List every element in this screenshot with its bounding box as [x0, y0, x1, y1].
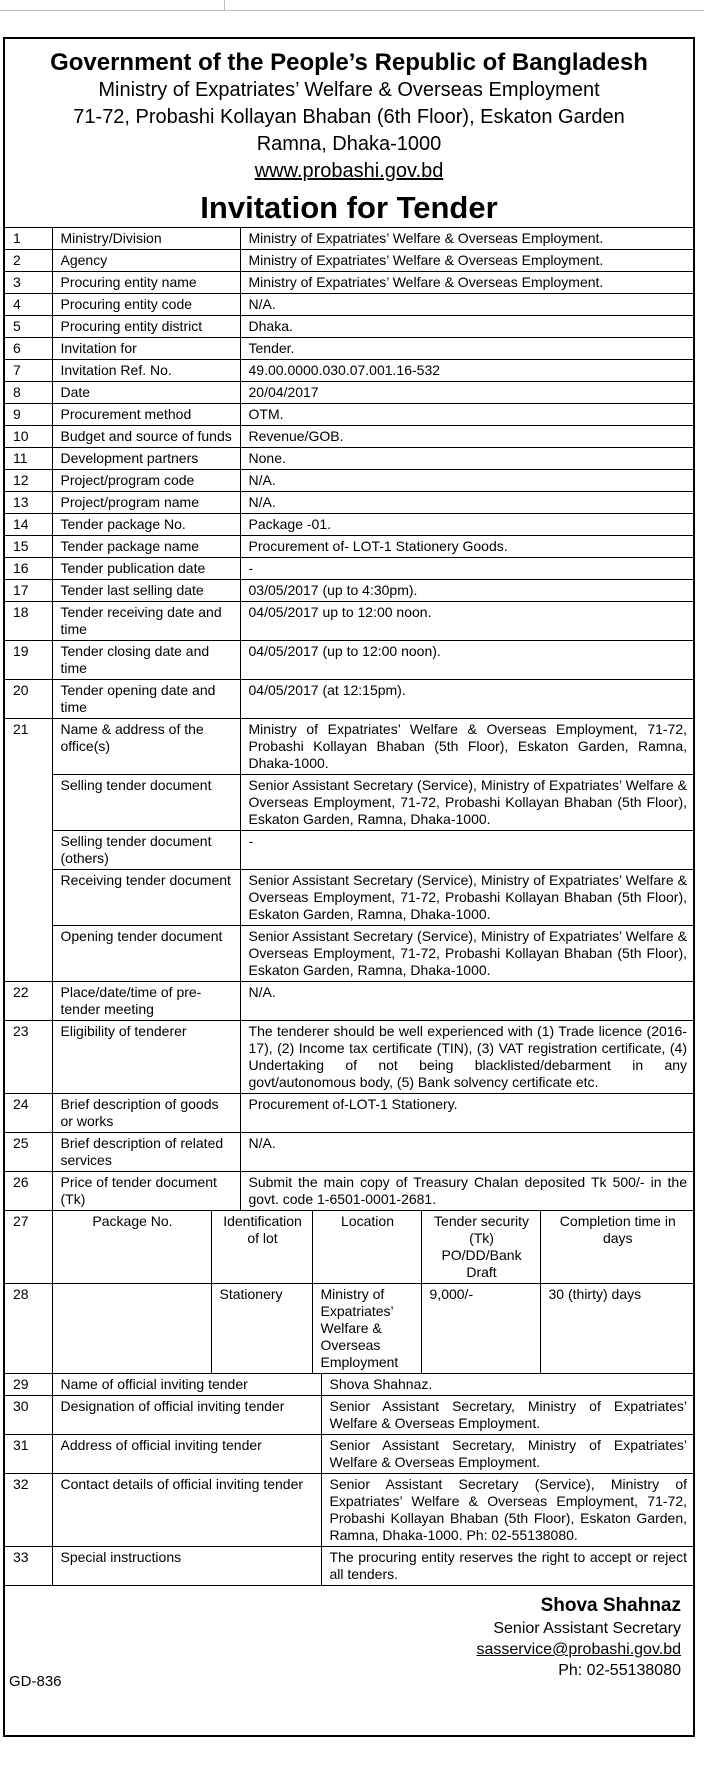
package-cell: 9,000/-	[421, 1284, 540, 1374]
row-label: Project/program code	[52, 470, 240, 492]
row-value: Dhaka.	[240, 316, 693, 338]
row-number: 5	[5, 316, 52, 338]
package-header: Completion time in days	[540, 1211, 693, 1284]
row-value: 03/05/2017 (up to 4:30pm).	[240, 580, 693, 602]
row-number: 26	[5, 1172, 52, 1211]
table-row	[5, 831, 693, 870]
row-label: Opening tender document	[52, 926, 240, 982]
row-value: Ministry of Expatriates’ Welfare & Overseas Employment.	[240, 250, 693, 272]
row-value: Ministry of Expatriates’ Welfare & Overseas Employment, 71-72, Probashi Kollayan Bhaban (5th Floor), Eskaton Garden, Ramna, Dhaka-1000.	[240, 719, 693, 775]
table-row	[5, 641, 693, 680]
row-number: 11	[5, 448, 52, 470]
row-value: -	[240, 831, 693, 870]
row-number: 16	[5, 558, 52, 580]
gd-number: GD-836	[9, 1673, 62, 1690]
row-value: 20/04/2017	[240, 382, 693, 404]
package-header: Tender security (Tk) PO/DD/Bank Draft	[421, 1211, 540, 1284]
row-label: Special instructions	[52, 1547, 321, 1586]
row-value: None.	[240, 448, 693, 470]
row-value: N/A.	[240, 1133, 693, 1172]
row-number: 22	[5, 982, 52, 1021]
table-row	[5, 1021, 693, 1094]
row-label: Procuring entity district	[52, 316, 240, 338]
row-number: 21	[5, 719, 52, 982]
row-label: Designation of official inviting tender	[52, 1396, 321, 1435]
row-number: 14	[5, 514, 52, 536]
row-value: The procuring entity reserves the right to accept or reject all tenders.	[321, 1547, 693, 1586]
tender-table	[5, 227, 693, 1586]
row-number: 32	[5, 1474, 52, 1547]
row-number: 27	[5, 1211, 52, 1284]
table-row	[5, 426, 693, 448]
table-row	[5, 602, 693, 641]
row-label: Contact details of official inviting tender	[52, 1474, 321, 1547]
row-value: Ministry of Expatriates’ Welfare & Overseas Employment.	[240, 272, 693, 294]
row-value: 49.00.0000.030.07.001.16-532	[240, 360, 693, 382]
row-label: Receiving tender document	[52, 870, 240, 926]
row-number: 6	[5, 338, 52, 360]
signatory-name: Shova Shahnaz	[540, 1595, 681, 1616]
row-label: Tender package No.	[52, 514, 240, 536]
row-label: Brief description of related services	[52, 1133, 240, 1172]
row-label: Procuring entity name	[52, 272, 240, 294]
row-label: Tender package name	[52, 536, 240, 558]
row-label: Invitation for	[52, 338, 240, 360]
table-row	[5, 1474, 693, 1547]
row-number: 17	[5, 580, 52, 602]
table-row	[5, 1435, 693, 1474]
row-value: Senior Assistant Secretary (Service), Ministry of Expatriates’ Welfare & Overseas Employment, 71-72, Probashi Kollayan Bhaban (5th Floor), Eskaton Garden, Ramna, Dhaka-1000.	[240, 775, 693, 831]
table-row	[5, 1396, 693, 1435]
table-row	[5, 870, 693, 926]
row-value: Revenue/GOB.	[240, 426, 693, 448]
top-tick	[224, 0, 225, 10]
package-header-row	[5, 1211, 693, 1284]
website-link[interactable]: www.probashi.gov.bd	[254, 160, 444, 182]
table-row	[5, 926, 693, 982]
row-value: Senior Assistant Secretary (Service), Ministry of Expatriates’ Welfare & Overseas Employment, 71-72, Probashi Kollayan Bhaban (5th Floor), Eskaton Garden, Ramna, Dhaka-1000.	[240, 870, 693, 926]
row-label: Tender opening date and time	[52, 680, 240, 719]
top-rule	[0, 10, 704, 11]
row-number: 33	[5, 1547, 52, 1586]
row-label: Name of official inviting tender	[52, 1374, 321, 1396]
row-number: 7	[5, 360, 52, 382]
table-row	[5, 680, 693, 719]
table-row	[5, 558, 693, 580]
table-row	[5, 775, 693, 831]
row-number: 28	[5, 1284, 52, 1374]
table-row	[5, 1172, 693, 1211]
row-label: Name & address of the office(s)	[52, 719, 240, 775]
row-number: 1	[5, 228, 52, 250]
ministry-name: Ministry of Expatriates’ Welfare & Overseas Employment	[98, 79, 600, 101]
row-label: Development partners	[52, 448, 240, 470]
table-row	[5, 1374, 693, 1396]
row-label: Brief description of goods or works	[52, 1094, 240, 1133]
table-row	[5, 404, 693, 426]
table-row	[5, 536, 693, 558]
row-label: Eligibility of tenderer	[52, 1021, 240, 1094]
row-number: 15	[5, 536, 52, 558]
row-number: 3	[5, 272, 52, 294]
table-row	[5, 360, 693, 382]
row-label: Place/date/time of pre-tender meeting	[52, 982, 240, 1021]
table-row	[5, 294, 693, 316]
package-cell: 30 (thirty) days	[540, 1284, 693, 1374]
table-row	[5, 250, 693, 272]
package-cell: Ministry of Expatriates’ Welfare & Overseas Employment	[312, 1284, 421, 1374]
row-label: Date	[52, 382, 240, 404]
row-number: 30	[5, 1396, 52, 1435]
row-value: Procurement of-LOT-1 Stationery.	[240, 1094, 693, 1133]
row-value: N/A.	[240, 294, 693, 316]
row-value: N/A.	[240, 982, 693, 1021]
table-row	[5, 316, 693, 338]
row-label: Selling tender document (others)	[52, 831, 240, 870]
signature-block	[5, 1586, 693, 1696]
package-header: Location	[312, 1211, 421, 1284]
package-header: Identification of lot	[211, 1211, 312, 1284]
table-row	[5, 338, 693, 360]
signatory-email[interactable]: sasservice@probashi.gov.bd	[476, 1641, 681, 1658]
row-number: 10	[5, 426, 52, 448]
row-number: 29	[5, 1374, 52, 1396]
row-label: Ministry/Division	[52, 228, 240, 250]
address-line-2: Ramna, Dhaka-1000	[256, 133, 442, 155]
row-label: Invitation Ref. No.	[52, 360, 240, 382]
row-label: Price of tender document (Tk)	[52, 1172, 240, 1211]
row-number: 25	[5, 1133, 52, 1172]
table-row	[5, 1133, 693, 1172]
row-value: Senior Assistant Secretary (Service), Ministry of Expatriates’ Welfare & Overseas Employment, 71-72, Probashi Kollayan Bhaban (5th Floor), Eskaton Garden, Ramna, Dhaka-1000.	[240, 926, 693, 982]
government-name: Government of the People’s Republic of Bangladesh	[50, 49, 648, 76]
table-row	[5, 492, 693, 514]
package-cell	[52, 1284, 211, 1374]
row-value: Submit the main copy of Treasury Chalan deposited Tk 500/- in the govt. code 1-6501-0001-2681.	[240, 1172, 693, 1211]
row-number: 4	[5, 294, 52, 316]
row-label: Budget and source of funds	[52, 426, 240, 448]
row-value: OTM.	[240, 404, 693, 426]
address-line-1: 71-72, Probashi Kollayan Bhaban (6th Floor), Eskaton Garden	[73, 106, 625, 128]
row-number: 24	[5, 1094, 52, 1133]
notice-header	[5, 39, 693, 227]
table-row	[5, 382, 693, 404]
row-value: Shova Shahnaz.	[321, 1374, 693, 1396]
row-value: 04/05/2017 (at 12:15pm).	[240, 680, 693, 719]
package-header: Package No.	[52, 1211, 211, 1284]
row-value: Senior Assistant Secretary, Ministry of Expatriates’ Welfare & Overseas Employment.	[321, 1396, 693, 1435]
row-value: 04/05/2017 (up to 12:00 noon).	[240, 641, 693, 680]
row-label: Address of official inviting tender	[52, 1435, 321, 1474]
signatory-phone: Ph: 02-55138080	[558, 1662, 681, 1679]
row-label: Procurement method	[52, 404, 240, 426]
package-data-row	[5, 1284, 693, 1374]
table-row	[5, 272, 693, 294]
row-number: 9	[5, 404, 52, 426]
row-number: 2	[5, 250, 52, 272]
package-cell: Stationery	[211, 1284, 312, 1374]
row-value: Package -01.	[240, 514, 693, 536]
table-row	[5, 580, 693, 602]
row-value: N/A.	[240, 492, 693, 514]
row-label: Selling tender document	[52, 775, 240, 831]
row-value: Senior Assistant Secretary (Service), Ministry of Expatriates’ Welfare & Overseas Employment, 71-72, Probashi Kollayan Bhaban (5th Floor), Eskaton Garden, Ramna, Dhaka-1000. Ph: 02-55138080.	[321, 1474, 693, 1547]
table-row	[5, 470, 693, 492]
row-number: 31	[5, 1435, 52, 1474]
row-number: 13	[5, 492, 52, 514]
row-value: Tender.	[240, 338, 693, 360]
tender-notice	[3, 37, 695, 1737]
row-value: N/A.	[240, 470, 693, 492]
row-value: Ministry of Expatriates’ Welfare & Overseas Employment.	[240, 228, 693, 250]
page-title: Invitation for Tender	[200, 190, 498, 225]
row-number: 19	[5, 641, 52, 680]
signatory-designation: Senior Assistant Secretary	[493, 1620, 681, 1637]
row-number: 20	[5, 680, 52, 719]
table-row	[5, 514, 693, 536]
table-row	[5, 982, 693, 1021]
row-number: 18	[5, 602, 52, 641]
row-value: The tenderer should be well experienced with (1) Trade licence (2016-17), (2) Income tax certificate (TIN), (3) VAT registration certificate, (4) Undertaking of not being blacklisted/debarment in any govt/autonomous body, (5) Bank solvency certificate etc.	[240, 1021, 693, 1094]
row-label: Tender last selling date	[52, 580, 240, 602]
row-label: Tender closing date and time	[52, 641, 240, 680]
table-row	[5, 448, 693, 470]
table-row	[5, 1094, 693, 1133]
table-row	[5, 1547, 693, 1586]
table-row	[5, 228, 693, 250]
row-number: 23	[5, 1021, 52, 1094]
row-label: Procuring entity code	[52, 294, 240, 316]
row-value: -	[240, 558, 693, 580]
row-value: 04/05/2017 up to 12:00 noon.	[240, 602, 693, 641]
row-value: Procurement of- LOT-1 Stationery Goods.	[240, 536, 693, 558]
row-label: Project/program name	[52, 492, 240, 514]
row-number: 8	[5, 382, 52, 404]
row-value: Senior Assistant Secretary, Ministry of Expatriates’ Welfare & Overseas Employment.	[321, 1435, 693, 1474]
row-label: Agency	[52, 250, 240, 272]
row-number: 12	[5, 470, 52, 492]
row-label: Tender receiving date and time	[52, 602, 240, 641]
row-label: Tender publication date	[52, 558, 240, 580]
table-row	[5, 719, 693, 775]
